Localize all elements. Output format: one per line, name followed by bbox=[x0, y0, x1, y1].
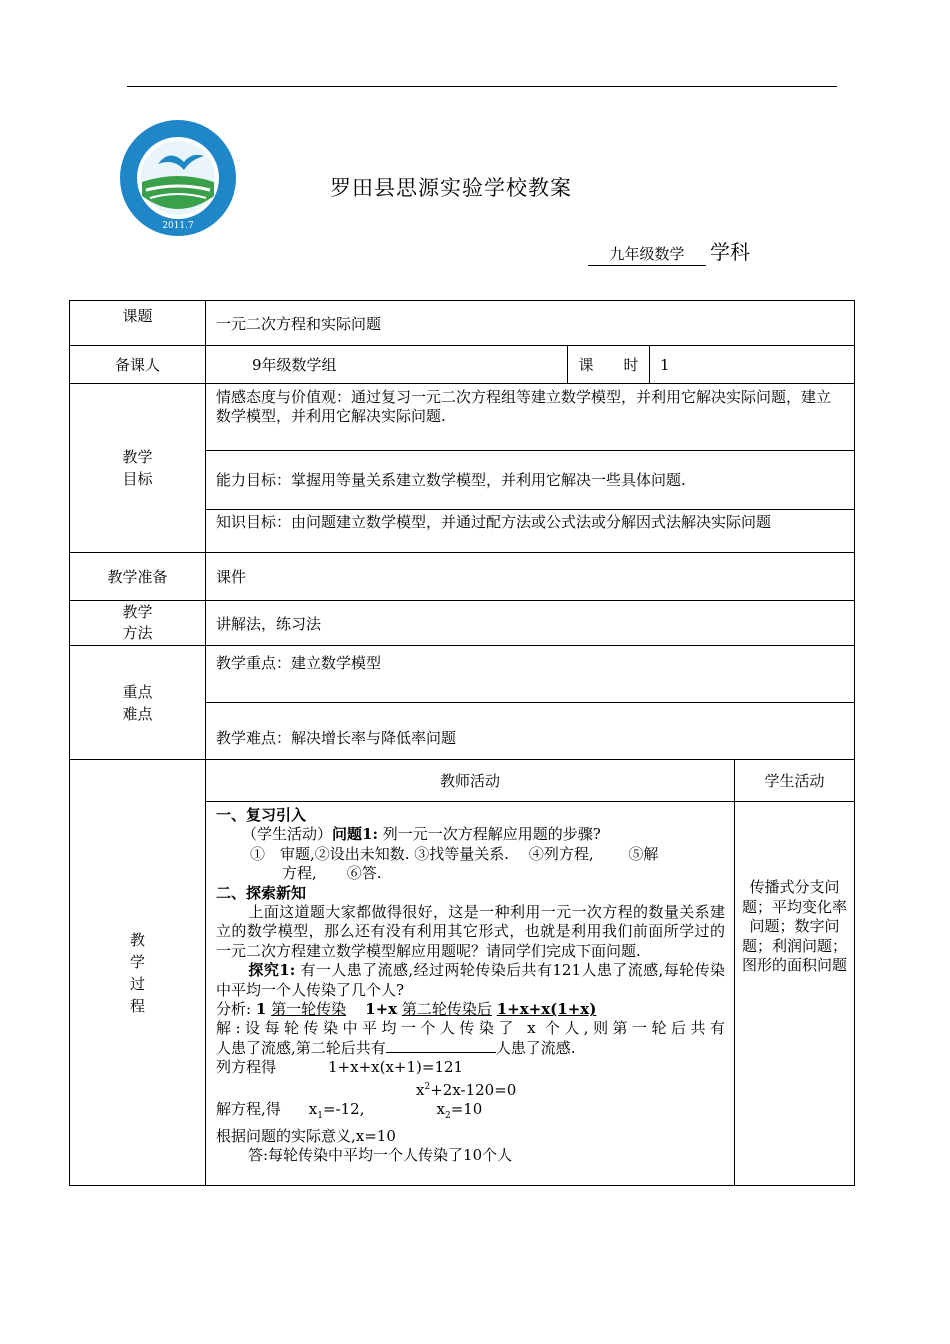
key-label bbox=[70, 646, 206, 760]
equation-line: 列方程得 1+x+x(x+1)=121 bbox=[216, 1058, 464, 1077]
key-focus: 教学重点：建立数学模型 bbox=[206, 646, 855, 703]
lesson-plan-table bbox=[69, 300, 855, 1186]
answer-line: 答:每轮传染中平均一个人传染了10个人 bbox=[248, 1145, 513, 1164]
row-process-header bbox=[70, 760, 855, 802]
logo-year: 2011.7 bbox=[162, 221, 194, 231]
hours-value: 1 bbox=[650, 346, 855, 384]
topic-value: 一元二次方程和实际问题 bbox=[206, 301, 855, 346]
subject-suffix: 学科 bbox=[710, 240, 750, 264]
method-label-2: 方法 bbox=[122, 624, 153, 642]
row-prep bbox=[70, 553, 855, 601]
hours-label: 课 时 bbox=[568, 346, 650, 384]
row-method bbox=[70, 601, 855, 646]
intro-paragraph: 上面这道题大家都做得很好，这是一种利用一元一次方程的数量关系建立的数学模型，那么还有没有利用其它形式，也就是利用我们前面所学过的一元二次方程建立数学模型解应用题呢？请同学们完成下面问题. bbox=[216, 903, 725, 960]
student-activity: 传播式分支问题；平均变化率问题；数字问题；利润问题；图形的面积问题 bbox=[735, 802, 855, 1186]
explore-label: 探究1: bbox=[248, 961, 296, 980]
header-rule bbox=[127, 86, 837, 87]
analysis-line: 分析: 1 第一轮传染 1+x 第二轮传染后 1+x+x(1+x) bbox=[216, 1000, 597, 1019]
explore-text: 有一人患了流感,经过两轮传染后共有121人患了流感,每轮传染中平均一个人传染了几个人? bbox=[216, 961, 725, 999]
q1-label: 问题1: bbox=[332, 825, 378, 844]
key-label-1: 重点 bbox=[122, 682, 153, 701]
preparer-value: 9年级数学组 bbox=[206, 346, 568, 384]
method-label bbox=[70, 601, 206, 646]
explore-1 bbox=[216, 961, 725, 1000]
prep-value: 课件 bbox=[206, 553, 855, 601]
emotion-label: 情感态度与价值观： bbox=[216, 388, 352, 406]
solution-line-1: 解:设每轮传染中平均一个人传染了 x 个人,则第一轮后共有 bbox=[216, 1019, 725, 1038]
goals-label-1: 教学 bbox=[122, 448, 153, 466]
process-label-3: 过 bbox=[129, 974, 145, 993]
solution-line-2: 人患了流感,第二轮后共有 人患了流感. bbox=[216, 1038, 576, 1057]
row-preparer bbox=[70, 346, 855, 384]
preparer-label: 备课人 bbox=[70, 346, 206, 384]
equation-line-2: $x^2+2x-120=0$ bbox=[416, 1080, 517, 1099]
process-label-1: 教 bbox=[129, 930, 145, 949]
goals-label-2: 目标 bbox=[122, 470, 153, 488]
school-title: 罗田县思源实验学校教案 bbox=[330, 176, 572, 200]
meaning-line: 根据问题的实际意义,x=10 bbox=[216, 1126, 396, 1145]
fill-blank bbox=[386, 1039, 496, 1053]
teacher-activity-header: 教师活动 bbox=[206, 760, 735, 802]
steps-line-2: 方程, ⑥答. bbox=[282, 864, 382, 883]
key-difficulty: 教学难点：解决增长率与降低率问题 bbox=[206, 703, 855, 760]
process-label-4: 程 bbox=[129, 996, 145, 1015]
prep-label: 教学准备 bbox=[70, 553, 206, 601]
process-label bbox=[70, 760, 206, 1186]
subject-line bbox=[588, 236, 750, 266]
goal-emotion bbox=[206, 384, 855, 451]
goals-label bbox=[70, 384, 206, 553]
roots-line: 解方程,得 $x_1=-12$, $x_2=10$ bbox=[216, 1100, 483, 1122]
section1-title: 一、复习引入 bbox=[216, 806, 307, 824]
student-activity-header: 学生活动 bbox=[735, 760, 855, 802]
process-label-2: 学 bbox=[129, 952, 145, 971]
section2-title: 二、探索新知 bbox=[216, 883, 307, 902]
topic-label: 课题 bbox=[70, 301, 206, 346]
method-label-1: 教学 bbox=[122, 603, 153, 621]
q1-text: 列一元一次方程解应用题的步骤? bbox=[382, 825, 601, 844]
teacher-activity bbox=[206, 802, 735, 1186]
school-logo bbox=[118, 118, 238, 238]
method-value: 讲解法，练习法 bbox=[206, 601, 855, 646]
key-label-2: 难点 bbox=[122, 704, 153, 723]
subject-grade: 九年级数学 bbox=[588, 243, 706, 266]
row-topic bbox=[70, 301, 855, 346]
steps-line-1: ① 审题,②设出未知数. ③找等量关系. ④列方程, ⑤解 bbox=[250, 844, 659, 863]
emotion-text: 通过复习一元二次方程组等建立数学模型，并利用它解决实际问题，建立数学模型，并利用它解决实际问题. bbox=[216, 388, 832, 425]
goal-ability: 能力目标：掌握用等量关系建立数学模型，并利用它解决一些具体问题. bbox=[206, 451, 855, 510]
q1-prefix: （学生活动） bbox=[242, 825, 333, 844]
row-focus bbox=[70, 646, 855, 703]
goal-knowledge: 知识目标：由问题建立数学模型，并通过配方法或公式法或分解因式法解决实际问题 bbox=[206, 510, 855, 553]
row-goal-emotion bbox=[70, 384, 855, 451]
